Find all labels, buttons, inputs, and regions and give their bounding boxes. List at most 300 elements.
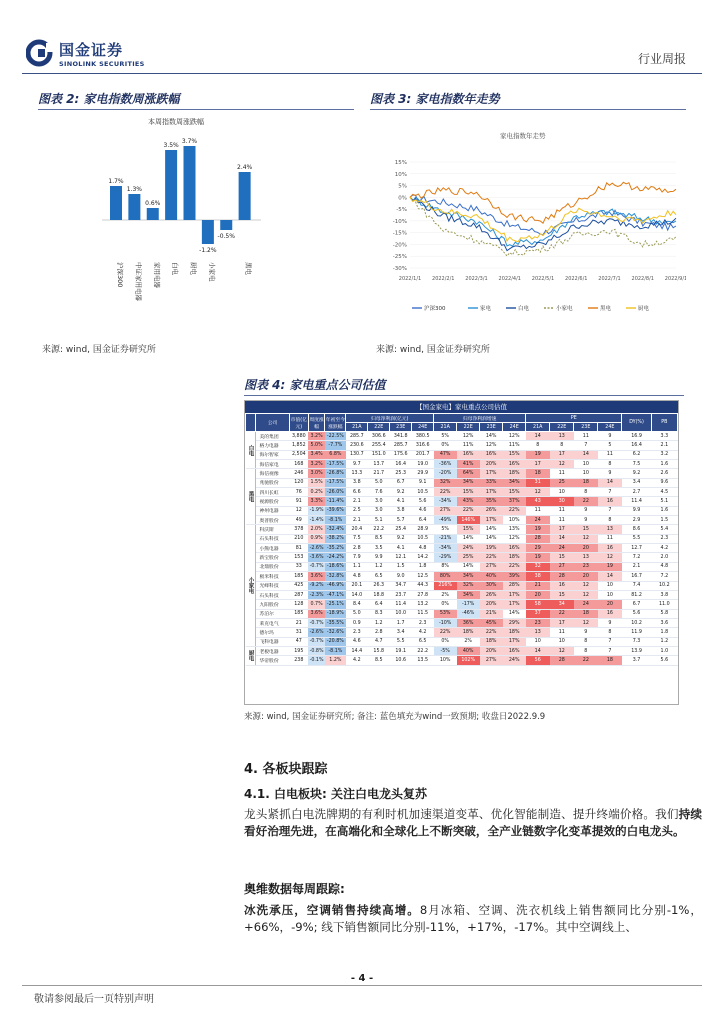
table-cell: 13 xyxy=(526,628,550,637)
table-cell: 36% xyxy=(457,618,480,627)
table-cell: 6.4 xyxy=(368,600,390,609)
table-cell: 15 xyxy=(550,590,574,599)
table-cell: 9 xyxy=(598,618,622,627)
table-row xyxy=(246,553,678,562)
table-cell: 14 xyxy=(526,646,550,655)
table-cell: 20.1 xyxy=(346,581,368,590)
fig4-source: 来源: wind, 国金证券研究所; 备注: 蓝色填充为wind一致预期; 收盘日2022.9.9 xyxy=(244,712,546,722)
table-cell: 5.6 xyxy=(412,497,434,506)
table-cell: 102% xyxy=(457,656,480,665)
table-cell: -2.6% xyxy=(308,628,325,637)
table-cell: 11.5 xyxy=(412,609,434,618)
fig2-source: 来源: wind, 国金证券研究所 xyxy=(42,345,156,355)
table-cell: -34% xyxy=(434,544,457,553)
table-cell: -11.4% xyxy=(325,497,346,506)
table-cell: 25% xyxy=(457,553,480,562)
table-cell: 14% xyxy=(457,534,480,543)
table-cell: 7 xyxy=(598,506,622,515)
table-cell: 3.6% xyxy=(308,572,325,581)
fig2-title-text: 家电指数周涨跌幅 xyxy=(83,92,180,106)
table-cell: 3.3 xyxy=(651,432,677,441)
table-cell: 2.0% xyxy=(308,525,325,534)
table-cell: 11 xyxy=(550,628,574,637)
table-cell: 13.3 xyxy=(346,469,368,478)
table-cell: 12.1 xyxy=(390,553,412,562)
fig3-title-text: 家电指数年走势 xyxy=(415,92,500,106)
table-cell: 7.3 xyxy=(622,637,651,646)
table-cell: 10.5 xyxy=(412,488,434,497)
table-cell: 33% xyxy=(480,478,503,487)
table-cell: 16% xyxy=(503,460,526,469)
table-cell: 9.6 xyxy=(651,478,677,487)
table-cell: 18 xyxy=(598,656,622,665)
y-tick-7: -20% xyxy=(392,242,407,249)
table-cell: 2,504 xyxy=(289,450,308,459)
table-cell: -1.9% xyxy=(308,506,325,515)
y-tick-5: -10% xyxy=(392,218,407,225)
table-cell: 14% xyxy=(480,534,503,543)
table-cell: 3.6% xyxy=(308,609,325,618)
table-cell: 3.2% xyxy=(308,460,325,469)
table-cell: 16 xyxy=(598,497,622,506)
table-cell: 25.4 xyxy=(390,525,412,534)
table-cell: 3.3% xyxy=(308,497,325,506)
table-cell: 14 xyxy=(574,450,598,459)
table-cell: 5.0% xyxy=(308,441,325,450)
table-cell: 5% xyxy=(434,525,457,534)
table-cell: 44.3 xyxy=(412,581,434,590)
y-tick-0: 15% xyxy=(394,160,407,166)
col-year: 21A xyxy=(434,423,457,432)
table-cell: -38.2% xyxy=(325,534,346,543)
table-cell: 287 xyxy=(289,590,308,599)
table-cell: 11.9 xyxy=(622,628,651,637)
table-cell: 43 xyxy=(526,497,550,506)
table-cell: 17% xyxy=(480,469,503,478)
y-tick-4: -5% xyxy=(396,207,407,214)
legend-label-1: 家电 xyxy=(480,306,492,312)
table-cell: 7 xyxy=(598,637,622,646)
table-cell: 24 xyxy=(550,544,574,553)
table-cell: 28 xyxy=(550,656,574,665)
table-cell: 9 xyxy=(574,516,598,525)
p2-bold: 冰洗承压，空调销售持续高增。 xyxy=(244,903,420,917)
footer-divider xyxy=(22,985,702,986)
table-cell: 8 xyxy=(574,637,598,646)
table-cell: 6.7 xyxy=(622,600,651,609)
table-cell: 11 xyxy=(550,516,574,525)
company-name: 德尔玛 xyxy=(256,628,289,637)
table-cell: -5% xyxy=(434,646,457,655)
table-cell: -47.1% xyxy=(325,590,346,599)
table-cell: 238 xyxy=(289,656,308,665)
table-cell: 20 xyxy=(526,590,550,599)
table-cell: 16.4 xyxy=(622,441,651,450)
table-cell: 5 xyxy=(598,441,622,450)
table-row xyxy=(246,656,678,665)
table-cell: 11 xyxy=(574,432,598,441)
table-cell: 9.9 xyxy=(368,553,390,562)
table-cell: -26.0% xyxy=(325,488,346,497)
table-cell: 16% xyxy=(457,450,480,459)
y-tick-8: -25% xyxy=(392,254,407,261)
table-cell: 17% xyxy=(503,637,526,646)
table-cell: 10 xyxy=(574,469,598,478)
table-cell: -2.6% xyxy=(308,544,325,553)
table-cell: 4.1 xyxy=(390,497,412,506)
table-cell: 13.7 xyxy=(368,460,390,469)
table-row xyxy=(246,460,678,469)
table-cell: 12 xyxy=(574,590,598,599)
table-cell: 1.6 xyxy=(651,460,677,469)
table-cell: 27.8 xyxy=(412,590,434,599)
company-name: 石头科技 xyxy=(256,590,289,599)
table-banner: 【国金家电】家电重点公司估值 xyxy=(245,401,678,413)
table-cell: 285.7 xyxy=(346,432,368,441)
table-cell: 7 xyxy=(598,646,622,655)
company-name: 神州电器 xyxy=(256,506,289,515)
table-cell: 12 xyxy=(574,618,598,627)
table-row xyxy=(246,506,678,515)
col-ytd: 年初至今涨跌幅 xyxy=(325,414,346,432)
fig3-label: 图表 3: xyxy=(370,92,412,106)
table-cell: 76 xyxy=(289,488,308,497)
bar-1 xyxy=(128,194,140,220)
table-body xyxy=(246,432,678,666)
table-cell: 10.5 xyxy=(412,534,434,543)
page-number: - 4 - xyxy=(350,973,374,984)
bar-chart-title: 本周指数周涨跌幅 xyxy=(148,118,204,126)
table-cell: 27% xyxy=(480,656,503,665)
table-cell: 3.6 xyxy=(651,618,677,627)
table-cell: 29% xyxy=(503,618,526,627)
col-dy: DY(%) xyxy=(622,414,651,432)
table-cell: 16.4 xyxy=(390,460,412,469)
line-chart-title: 家电指数年走势 xyxy=(500,132,546,140)
bar-category-2: 家用电器 xyxy=(152,262,161,288)
col-company: 公司 xyxy=(256,414,289,432)
table-cell: 2.7 xyxy=(622,488,651,497)
table-cell: 10 xyxy=(574,460,598,469)
table-cell: 285.7 xyxy=(390,441,412,450)
table-cell: 5.4 xyxy=(651,525,677,534)
table-cell: 10.6 xyxy=(390,656,412,665)
table-cell: 15 xyxy=(550,553,574,562)
table-cell: 7.9 xyxy=(346,553,368,562)
table-cell: 15% xyxy=(503,488,526,497)
x-tick-7: 2022/8/1 xyxy=(631,276,654,282)
table-cell: 5.8 xyxy=(651,609,677,618)
bar-category-7: 黑电 xyxy=(244,262,253,275)
table-cell: 2.1 xyxy=(346,497,368,506)
table-cell: 2.3 xyxy=(651,534,677,543)
company-name: 光峰科技 xyxy=(256,581,289,590)
table-cell: 14.4 xyxy=(346,646,368,655)
table-cell: 8 xyxy=(574,646,598,655)
table-cell: 8 xyxy=(598,460,622,469)
col-net-profit: 归母净利润(亿元) xyxy=(346,414,434,423)
table-cell: 17% xyxy=(480,488,503,497)
table-cell: 13% xyxy=(503,525,526,534)
table-cell: 30 xyxy=(550,497,574,506)
table-cell: 5.6 xyxy=(622,609,651,618)
company-name: 石头科技 xyxy=(256,534,289,543)
table-cell: 22% xyxy=(457,506,480,515)
company-name: 四川长虹 xyxy=(256,488,289,497)
table-cell: 35% xyxy=(480,497,503,506)
table-cell: -36% xyxy=(434,460,457,469)
table-cell: 19.0 xyxy=(412,460,434,469)
table-cell: 40% xyxy=(457,646,480,655)
table-cell: 29 xyxy=(526,544,550,553)
table-cell: 15% xyxy=(457,525,480,534)
table-cell: -1.4% xyxy=(308,516,325,525)
table-cell: 8.3 xyxy=(368,609,390,618)
table-cell: 185 xyxy=(289,572,308,581)
table-cell: 425 xyxy=(289,581,308,590)
table-cell: 18% xyxy=(457,628,480,637)
table-cell: 12 xyxy=(289,506,308,515)
x-tick-5: 2022/6/1 xyxy=(565,276,588,282)
table-row xyxy=(246,637,678,646)
table-cell: -3.6% xyxy=(308,553,325,562)
table-cell: 37 xyxy=(526,609,550,618)
table-cell: 11 xyxy=(598,534,622,543)
company-name: 科沃斯 xyxy=(256,525,289,534)
table-cell: 64% xyxy=(457,469,480,478)
table-cell: 28 xyxy=(550,572,574,581)
company-name: 九阳股份 xyxy=(256,600,289,609)
bar-value-label-1: 1.3% xyxy=(126,186,142,193)
table-row xyxy=(246,590,678,599)
table-cell: 27% xyxy=(480,562,503,571)
table-cell: 5.6 xyxy=(651,656,677,665)
table-cell: 34% xyxy=(457,590,480,599)
table-cell: 17% xyxy=(480,516,503,525)
valuation-table-wrap xyxy=(244,400,679,705)
table-cell: 9.2 xyxy=(622,469,651,478)
table-cell: 32% xyxy=(457,581,480,590)
bar-value-label-0: 1.7% xyxy=(108,178,124,185)
col-year: 21A xyxy=(526,423,550,432)
table-cell: 3.2% xyxy=(308,432,325,441)
sector-label: 黑电 xyxy=(246,469,256,525)
table-cell: 22% xyxy=(503,562,526,571)
table-cell: 4.8 xyxy=(346,572,368,581)
col-year: 24E xyxy=(598,423,622,432)
table-cell: 316.6 xyxy=(412,441,434,450)
bar-category-3: 白电 xyxy=(171,262,180,275)
bar-category-5: 小家电 xyxy=(207,262,216,282)
table-cell: 33 xyxy=(289,562,308,571)
table-cell: 24 xyxy=(526,516,550,525)
table-cell: 11 xyxy=(598,450,622,459)
table-cell: 25 xyxy=(550,478,574,487)
table-cell: 22.2 xyxy=(412,646,434,655)
table-cell: 8 xyxy=(574,488,598,497)
table-cell: 7.6 xyxy=(368,488,390,497)
bar-4 xyxy=(184,146,196,220)
table-row xyxy=(246,469,678,478)
company-name: 美的集团 xyxy=(256,432,289,441)
table-cell: 16 xyxy=(598,544,622,553)
fig4-label: 图表 4: xyxy=(244,378,286,392)
table-cell: 10 xyxy=(598,581,622,590)
bar-0 xyxy=(110,186,122,220)
table-cell: 380.5 xyxy=(412,432,434,441)
table-cell: 53% xyxy=(434,609,457,618)
table-cell: 29.9 xyxy=(412,469,434,478)
weekly-tracking-heading: 奥维数据每周跟踪: xyxy=(244,882,345,896)
table-cell: 0.9% xyxy=(308,534,325,543)
table-cell: 12 xyxy=(574,534,598,543)
subsection-heading: 4.1. 白电板块: 关注白电龙头复苏 xyxy=(244,787,427,801)
table-cell: 27% xyxy=(434,506,457,515)
table-cell: 31 xyxy=(526,478,550,487)
table-cell: 32 xyxy=(526,562,550,571)
table-cell: 1.5% xyxy=(308,478,325,487)
table-cell: 22% xyxy=(480,553,503,562)
table-cell: 20 xyxy=(574,544,598,553)
table-cell: 11% xyxy=(457,441,480,450)
table-cell: -46.9% xyxy=(325,581,346,590)
table-cell: 10 xyxy=(598,590,622,599)
table-cell: 14 xyxy=(598,572,622,581)
table-cell: 3.0% xyxy=(308,469,325,478)
bar-category-1: 中证家用电器 xyxy=(134,262,143,301)
table-cell: 38 xyxy=(526,572,550,581)
company-name: 海信家电 xyxy=(256,460,289,469)
table-cell: 15.8 xyxy=(368,646,390,655)
table-cell: 4.5 xyxy=(651,488,677,497)
table-cell: 10.2 xyxy=(622,618,651,627)
table-cell: 4.2 xyxy=(412,628,434,637)
table-cell: 49 xyxy=(289,516,308,525)
table-cell: 2% xyxy=(457,637,480,646)
table-cell: 10% xyxy=(434,656,457,665)
table-cell: 17% xyxy=(503,590,526,599)
table-cell: 31 xyxy=(289,628,308,637)
table-cell: 19% xyxy=(480,544,503,553)
table-row xyxy=(246,525,678,534)
table-cell: 58 xyxy=(526,600,550,609)
table-cell: 19.1 xyxy=(390,646,412,655)
table-cell: -32.4% xyxy=(325,525,346,534)
x-tick-8: 2022/9/1 xyxy=(664,276,686,282)
table-row xyxy=(246,488,678,497)
table-cell: 4.7 xyxy=(368,637,390,646)
table-cell: 80% xyxy=(434,572,457,581)
bar-value-label-7: 2.4% xyxy=(237,164,253,171)
table-row xyxy=(246,609,678,618)
table-cell: 8 xyxy=(550,441,574,450)
table-cell: 22% xyxy=(434,488,457,497)
table-cell: 14.2 xyxy=(412,553,434,562)
table-cell: 11% xyxy=(503,441,526,450)
table-cell: 11 xyxy=(550,506,574,515)
table-cell: 12% xyxy=(503,432,526,441)
table-cell: 18.8 xyxy=(368,590,390,599)
table-cell: -20.8% xyxy=(325,637,346,646)
y-tick-6: -15% xyxy=(392,230,407,237)
table-cell: 9.2 xyxy=(390,488,412,497)
bar-7 xyxy=(239,172,251,220)
table-cell: 306.6 xyxy=(368,432,390,441)
table-cell: -29% xyxy=(434,553,457,562)
table-cell: 128 xyxy=(289,600,308,609)
col-year: 22E xyxy=(550,423,574,432)
table-cell: 45% xyxy=(480,618,503,627)
table-cell: 15 xyxy=(574,525,598,534)
table-cell: 8 xyxy=(598,516,622,525)
table-cell: 22 xyxy=(550,609,574,618)
table-cell: 22% xyxy=(480,628,503,637)
p2-plain: 8月冰箱、空调、洗衣机线上销售额同比分别-1%，+66%，-9%; 线下销售额同比分别-11%，+17%，-17%。其中空调线上、 xyxy=(244,903,702,934)
table-cell: 7.4 xyxy=(622,581,651,590)
bar-value-label-6: -0.5% xyxy=(217,233,235,240)
y-tick-3: 0% xyxy=(398,195,407,202)
table-row xyxy=(246,628,678,637)
table-cell: 11.4 xyxy=(390,600,412,609)
logo-en: SINOLINK SECURITIES xyxy=(59,59,145,68)
company-name: 格力电器 xyxy=(256,441,289,450)
table-cell: 32% xyxy=(434,478,457,487)
table-cell: 4.8 xyxy=(412,544,434,553)
table-cell: 9 xyxy=(598,432,622,441)
col-year: 23E xyxy=(574,423,598,432)
table-cell: 13.5 xyxy=(412,656,434,665)
table-cell: 12.7 xyxy=(622,544,651,553)
table-cell: -0.8% xyxy=(308,646,325,655)
table-cell: 16% xyxy=(503,646,526,655)
table-cell: 1.8 xyxy=(651,628,677,637)
table-cell: 3.4 xyxy=(390,628,412,637)
table-cell: 41% xyxy=(457,460,480,469)
table-cell: 175.6 xyxy=(390,450,412,459)
table-cell: 14 xyxy=(526,432,550,441)
table-cell: 216% xyxy=(434,581,457,590)
y-tick-9: -30% xyxy=(392,266,407,272)
table-cell: 16 xyxy=(598,609,622,618)
bar-3 xyxy=(165,150,177,220)
table-cell: -7.7% xyxy=(325,441,346,450)
table-cell: 10 xyxy=(526,637,550,646)
bar-6 xyxy=(220,220,232,230)
table-cell: -18.6% xyxy=(325,562,346,571)
table-cell: 1,852 xyxy=(289,441,308,450)
table-cell: 12 xyxy=(526,488,550,497)
table-cell: 2.3 xyxy=(346,628,368,637)
table-cell: -35.5% xyxy=(325,618,346,627)
table-cell: 19 xyxy=(526,525,550,534)
table-cell: 12% xyxy=(480,441,503,450)
table-cell: 4.2 xyxy=(651,544,677,553)
p1-bold: 持续看好治理先进，在高端化和全球化上不断突破，全产业链数字化变革提效的白电龙头。 xyxy=(244,807,702,838)
bar-category-4: 厨电 xyxy=(189,262,198,275)
col-pb: PB xyxy=(651,414,677,432)
table-cell: 2.0 xyxy=(651,553,677,562)
table-cell: -17.5% xyxy=(325,460,346,469)
fig4-title xyxy=(244,376,684,396)
company-name: 兆驰股份 xyxy=(256,478,289,487)
table-cell: 26.3 xyxy=(368,581,390,590)
table-cell: 9.1 xyxy=(412,478,434,487)
table-cell: 20 xyxy=(598,600,622,609)
table-cell: 16% xyxy=(480,450,503,459)
table-cell: 26% xyxy=(480,590,503,599)
bar-category-0: 沪深300 xyxy=(116,262,124,288)
table-cell: 3.4% xyxy=(308,450,325,459)
